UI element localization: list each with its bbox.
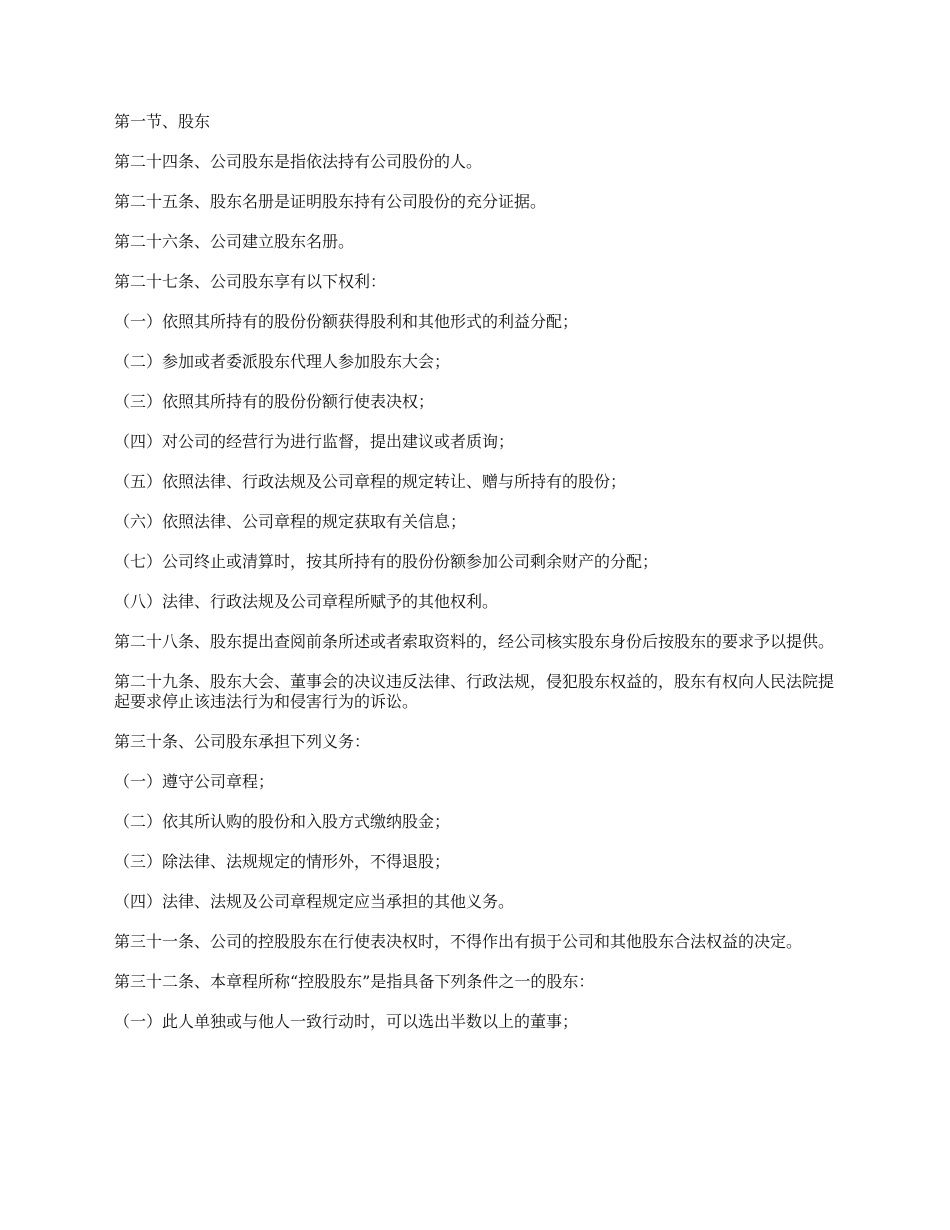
article-30-item-4: （四）法律、法规及公司章程规定应当承担的其他义务。 bbox=[114, 892, 515, 911]
article-27-item-2: （二）参加或者委派股东代理人参加股东大会； bbox=[114, 352, 451, 371]
article-27-item-4: （四）对公司的经营行为进行监督，提出建议或者质询； bbox=[114, 432, 515, 451]
article-27-item-6: （六）依照法律、公司章程的规定获取有关信息； bbox=[114, 512, 467, 531]
document-body bbox=[114, 112, 844, 1052]
article-27-item-8: （八）法律、行政法规及公司章程所赋予的其他权利。 bbox=[114, 592, 499, 611]
article-30: 第三十条、公司股东承担下列义务： bbox=[114, 732, 371, 751]
article-27: 第二十七条、公司股东享有以下权利： bbox=[114, 272, 387, 291]
article-30-item-3: （三）除法律、法规规定的情形外，不得退股； bbox=[114, 852, 451, 871]
article-27-item-1: （一）依照其所持有的股份份额获得股利和其他形式的利益分配； bbox=[114, 312, 579, 331]
article-27-item-3: （三）依照其所持有的股份份额行使表决权； bbox=[114, 392, 435, 411]
article-31: 第三十一条、公司的控股股东在行使表决权时，不得作出有损于公司和其他股东合法权益的决定。 bbox=[114, 932, 803, 951]
article-28: 第二十八条、股东提出查阅前条所述或者索取资料的，经公司核实股东身份后按股东的要求予以提供。 bbox=[114, 632, 835, 651]
article-32-item-1: （一）此人单独或与他人一致行动时，可以选出半数以上的董事； bbox=[114, 1012, 579, 1031]
article-27-item-5: （五）依照法律、行政法规及公司章程的规定转让、赠与所持有的股份； bbox=[114, 472, 627, 491]
article-26: 第二十六条、公司建立股东名册。 bbox=[114, 232, 355, 251]
section-heading: 第一节、股东 bbox=[114, 112, 211, 131]
article-24: 第二十四条、公司股东是指依法持有公司股份的人。 bbox=[114, 152, 483, 171]
article-29: 第二十九条、股东大会、董事会的决议违反法律、行政法规，侵犯股东权益的，股东有权向人民法院提起要求停止该违法行为和侵害行为的诉讼。 bbox=[114, 672, 835, 711]
article-25: 第二十五条、股东名册是证明股东持有公司股份的充分证据。 bbox=[114, 192, 547, 211]
article-27-item-7: （七）公司终止或清算时，按其所持有的股份份额参加公司剩余财产的分配； bbox=[114, 552, 659, 571]
article-30-item-2: （二）依其所认购的股份和入股方式缴纳股金； bbox=[114, 812, 451, 831]
article-30-item-1: （一）遵守公司章程； bbox=[114, 772, 275, 791]
article-32: 第三十二条、本章程所称“控股股东”是指具备下列条件之一的股东： bbox=[114, 972, 595, 991]
